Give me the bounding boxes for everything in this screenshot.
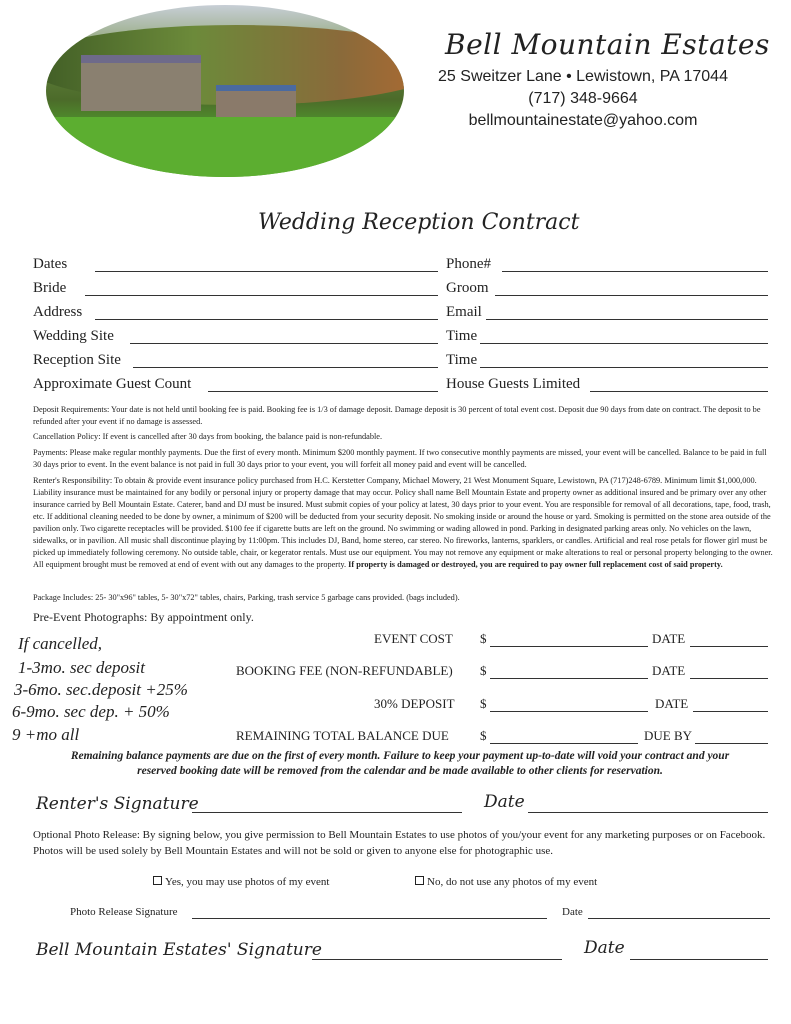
checkbox-icon[interactable] — [153, 876, 162, 885]
deposit-date-field[interactable] — [693, 711, 768, 712]
photo-release-signature-label: Photo Release Signature — [70, 906, 178, 918]
checkbox-icon[interactable] — [415, 876, 424, 885]
cost-label: EVENT COST — [374, 631, 453, 646]
field-label: Dates — [33, 256, 68, 272]
field-label: Time — [446, 328, 478, 344]
renter-responsibility — [33, 475, 773, 571]
deposit-terms: Deposit Requirements: Your date is not held until booking fee is paid. Booking fee is 1/3 of damage deposit. Damage deposit is 30 percent of total event cost. Deposit due 90 days from date on contract. The deposit to be refunded after your event if no damage is assessed. — [33, 405, 761, 426]
dates-field[interactable] — [95, 271, 438, 272]
venue-photo — [46, 5, 404, 177]
business-address: 25 Sweitzer Lane • Lewistown, PA 17044 — [438, 68, 728, 85]
guest-count-field[interactable] — [208, 391, 438, 392]
balance-notice: Remaining balance payments are due on the first of every month. Failure to keep your payment up-to-date will void your contract and your reserved booking date will be removed from the calendar and be made available to other clients for reservation. — [70, 750, 730, 777]
currency: $ — [480, 728, 487, 743]
photo-release-text: Optional Photo Release: By signing below, you give permission to Bell Mountain Estates to use photos of you/your event for any marketing purposes or on Facebook. Photos will be used solely by Bell Mountain Estates and will not be sold or given to anyone else for photographic use. — [33, 829, 766, 857]
photo-release-date-field[interactable] — [588, 918, 770, 919]
estate-date-field[interactable] — [630, 959, 768, 960]
house-guests-field[interactable] — [590, 391, 768, 392]
photo-no-label: No, do not use any photos of my event — [427, 876, 598, 888]
photo-yes-option[interactable] — [153, 876, 329, 888]
booking-fee-date-field[interactable] — [690, 678, 768, 679]
currency: $ — [480, 663, 487, 678]
date-label: DATE — [652, 631, 686, 646]
booking-fee-field[interactable] — [490, 678, 648, 679]
due-by-label: DUE BY — [644, 728, 693, 743]
payment-terms: Payments: Please make regular monthly payments. Due the first of every month. Minimum $200 monthly payment. If two consecutive monthly payments are missed, your event will be cancelled. Balance to be paid in full 30 days prior to event. In the event balance is not paid in full 30 days prior to your event, you will forfeit all money paid and event will be cancelled. — [33, 448, 767, 469]
handwritten-note: If cancelled, — [18, 634, 103, 653]
event-cost-date-field[interactable] — [690, 646, 768, 647]
cancellation-policy: Cancellation Policy: If event is cancelled after 30 days from booking, the balance paid is non-refundable. — [33, 432, 383, 441]
bride-field[interactable] — [85, 295, 438, 296]
date-label: Date — [562, 906, 583, 918]
renter-date-field[interactable] — [528, 812, 768, 813]
address-field[interactable] — [95, 319, 438, 320]
field-label: Email — [446, 304, 482, 320]
email-field[interactable] — [486, 319, 768, 320]
field-label: Wedding Site — [33, 328, 114, 344]
photo-release-signature-field[interactable] — [192, 918, 547, 919]
package-includes: Package Includes: 25- 30"x96" tables, 5- 30"x72" tables, chairs, Parking, trash service 5 garbage cans provided. (bags included). — [33, 593, 460, 602]
cost-label: REMAINING TOTAL BALANCE DUE — [236, 728, 449, 743]
reception-site-field[interactable] — [133, 367, 438, 368]
field-label: Bride — [33, 280, 67, 296]
renter-signature-label: Renter's Signature — [36, 794, 199, 814]
responsibility-bold: If property is damaged or destroyed, you are required to pay owner full replacement cost of said property. — [348, 560, 723, 569]
handwritten-note: 3-6mo. sec.deposit +25% — [14, 680, 188, 699]
balance-field[interactable] — [490, 743, 638, 744]
photo-yes-label: Yes, you may use photos of my event — [165, 876, 330, 888]
cost-label: 30% DEPOSIT — [374, 696, 455, 711]
wedding-site-field[interactable] — [130, 343, 438, 344]
estate-signature-label: Bell Mountain Estates' Signature — [36, 940, 322, 960]
page-title: Wedding Reception Contract — [258, 210, 580, 235]
field-label: Groom — [446, 280, 489, 296]
responsibility-text: Renter's Responsibility: To obtain & provide event insurance policy purchased from H.C. Kerstetter Company, Michael Mowery, 21 West Monument Square, Lewistown, PA (717)248-6789. Minimum limit $1,000,000. Liability insurance must be maintained for any bodily or personal injury or property damage that may occur. Policy shall name Bell Mountain Estate and property owner as additional insured and be primary over any other insurance carried by Bell Mountain Estate. Caterer, band and DJ must be insured. Must submit copies of your policy at latest, 30 days prior to your event. You are responsible for removal of all decorations, tape, food, trash, etc. If additional cleaning needed to be done by owner, a minimum of $200 will be deducted from your security deposit. No smoking inside or around the house or yard. Smoking is permitted on the stone area outside of the pavilion only. Two cigarette receptacles will be provided. $100 fee if cigarette butts are left on the ground. No swimming or wading allowed in pond. Parking in designated parking areas only. No vehicles on the lawn, sidewalks, or in pavilion. All music shall discontinue playing by 11:00pm. This includes DJ, Band, home stereo, car stereo. No fireworks, lanterns, sparklers, or candles. Artificial and real rose petals for flower girl must be picked up immediately following ceremony. No outside table, chair, or kegerator rentals. Must use our equipment. You may not remove any equipment or make alterations to real or personal property belonging to the owner. All equipment brought must be removed at end of event with out any damages to the property. — [33, 476, 773, 569]
handwritten-note: 6-9mo. sec dep. + 50% — [12, 702, 170, 721]
renter-signature-field[interactable] — [192, 812, 462, 813]
photographs-note: Pre-Event Photographs: By appointment only. — [33, 610, 254, 624]
handwritten-note: 9 +mo all — [12, 725, 80, 744]
field-label: House Guests Limited — [446, 376, 581, 392]
cost-label: BOOKING FEE (NON-REFUNDABLE) — [236, 663, 453, 678]
photo-no-option[interactable] — [415, 876, 597, 888]
currency: $ — [480, 696, 487, 711]
field-label: Time — [446, 352, 478, 368]
field-label: Approximate Guest Count — [33, 376, 192, 392]
currency: $ — [480, 631, 487, 646]
deposit-field[interactable] — [490, 711, 648, 712]
date-label: DATE — [655, 696, 689, 711]
business-email: bellmountainestate@yahoo.com — [468, 112, 698, 129]
date-label: DATE — [652, 663, 686, 678]
business-phone: (717) 348-9664 — [528, 90, 638, 107]
field-label: Phone# — [446, 256, 491, 272]
groom-field[interactable] — [495, 295, 768, 296]
time-field[interactable] — [480, 343, 768, 344]
field-label: Address — [33, 304, 83, 320]
event-cost-field[interactable] — [490, 646, 648, 647]
date-label: Date — [484, 792, 525, 812]
phone-field[interactable] — [502, 271, 768, 272]
date-label: Date — [584, 938, 625, 958]
business-name: Bell Mountain Estates — [445, 28, 770, 61]
handwritten-note: 1-3mo. sec deposit — [18, 658, 146, 677]
due-by-field[interactable] — [695, 743, 768, 744]
field-label: Reception Site — [33, 352, 121, 368]
estate-signature-field[interactable] — [312, 959, 562, 960]
time-field[interactable] — [480, 367, 768, 368]
